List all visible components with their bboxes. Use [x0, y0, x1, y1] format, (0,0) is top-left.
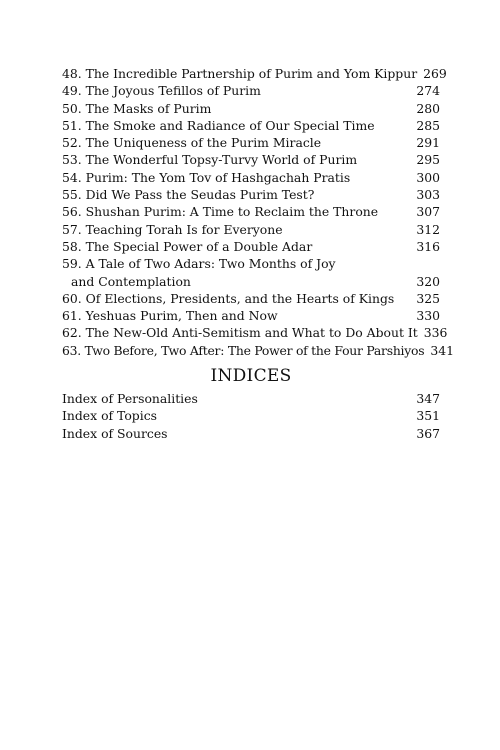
entry-title: 50. The Masks of Purim [62, 100, 212, 116]
entry-title: 53. The Wonderful Topsy-Turvy World of Purim [62, 152, 358, 168]
entry-title: Index of Sources [62, 425, 168, 441]
toc-entry [62, 134, 440, 151]
entry-title: 49. The Joyous Tefillos of Purim [62, 83, 261, 99]
entry-page: 291 [416, 135, 440, 151]
entry-page: 307 [416, 204, 440, 220]
entry-page: 320 [416, 273, 440, 289]
entry-page: 295 [416, 152, 440, 168]
toc-entry [62, 342, 454, 359]
entry-page: 269 [423, 66, 447, 81]
entry-page: 351 [416, 408, 440, 424]
entry-title: 52. The Uniqueness of the Purim Miracle [62, 135, 322, 151]
entry-page: 312 [416, 221, 440, 237]
index-entry [62, 425, 440, 442]
entry-page: 341 [430, 342, 454, 358]
entry-page: 336 [423, 325, 448, 341]
entry-title [62, 255, 416, 290]
entry-title: 56. Shushan Purim: A Time to Reclaim the Throne [62, 204, 379, 220]
toc-entry [62, 238, 440, 255]
entry-title-line: 59. A Tale of Two Adars: Two Months of Joy [62, 256, 336, 272]
entry-title-continuation: and Contemplation [71, 273, 191, 289]
entry-title: 54. Purim: The Yom Tov of Hashgachah Pratis [62, 169, 351, 185]
entry-title: 55. Did We Pass the Seudas Purim Test? [62, 187, 315, 203]
toc-entry [62, 186, 440, 203]
table-of-contents [62, 65, 454, 442]
indices-heading: INDICES [210, 366, 292, 387]
entry-title: 60. Of Elections, Presidents, and the Hearts of Kings [62, 290, 395, 306]
entry-title: 61. Yeshuas Purim, Then and Now [62, 308, 278, 324]
entry-page: 325 [416, 290, 440, 306]
entry-title: 63. Two Before, Two After: The Power of the Four Parshiyos [62, 342, 425, 358]
entry-page: 300 [416, 169, 440, 185]
entry-title: 57. Teaching Torah Is for Everyone [62, 221, 283, 237]
toc-entry [62, 65, 447, 82]
entry-page: 330 [416, 308, 440, 324]
index-entry [62, 390, 440, 407]
toc-entry [62, 255, 440, 290]
entry-page: 367 [416, 425, 440, 441]
entry-page: 274 [416, 83, 440, 99]
entry-page: 285 [416, 117, 440, 133]
toc-entry [62, 324, 448, 341]
index-entry [62, 407, 440, 424]
toc-entry [62, 151, 440, 168]
entry-page: 347 [416, 391, 440, 407]
toc-entry [62, 100, 440, 117]
toc-entry [62, 82, 440, 99]
entry-title: 48. The Incredible Partnership of Purim and Yom Kippur [62, 66, 418, 81]
entry-title: 51. The Smoke and Radiance of Our Special Time [62, 117, 375, 133]
toc-entry [62, 290, 440, 307]
entry-page: 280 [416, 100, 440, 116]
entry-title: Index of Personalities [62, 391, 198, 407]
entry-title: Index of Topics [62, 408, 158, 424]
entry-title: 58. The Special Power of a Double Adar [62, 238, 313, 254]
toc-entry [62, 117, 440, 134]
toc-entry [62, 169, 440, 186]
toc-entry [62, 203, 440, 220]
entry-title: 62. The New-Old Anti-Semitism and What to Do About It [62, 325, 418, 341]
toc-entry [62, 221, 440, 238]
entry-page: 316 [416, 238, 440, 254]
toc-entry [62, 307, 440, 324]
entry-page: 303 [416, 187, 440, 203]
